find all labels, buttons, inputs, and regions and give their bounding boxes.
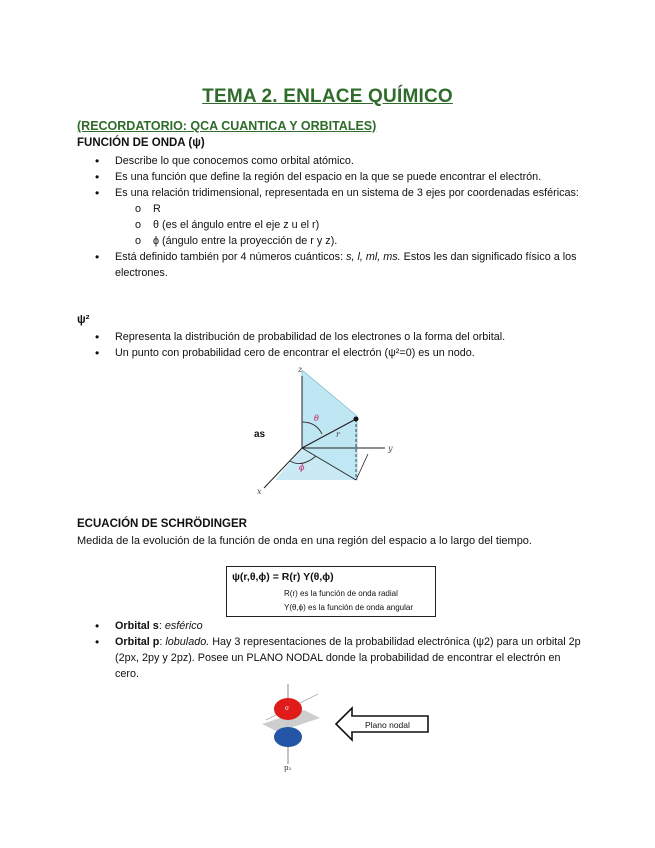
list-item: • Orbital p: lobulado. Hay 3 representaciones de la probabilidad electrónica (ψ2) para un orbital 2p (2px, 2py y 2pz). Posee un PLANO NODAL donde la probabilidad de encontrar el electrón en cero.: [95, 634, 585, 682]
side-label: as: [254, 429, 266, 440]
schrodinger-heading: ECUACIÓN DE SCHRÖDINGER: [77, 518, 247, 530]
orbital-p-text: Hay 3 representaciones de la probabilidad electrónica (ψ2) para un orbital 2p (2px, 2py y 2pz). Posee un PLANO NODAL donde la probabilidad de encontrar el electrón en cero.: [115, 636, 581, 680]
wave-function-list: [95, 153, 585, 281]
list-item: • Un punto con probabilidad cero de encontrar el electrón (ψ²=0) es un nodo.: [95, 345, 585, 361]
schrodinger-text: Medida de la evolución de la función de onda en una región del espacio a lo largo del tiempo.: [77, 535, 532, 547]
arrow-label: Plano nodal: [365, 720, 410, 730]
list-item: • Orbital s: esférico: [95, 618, 585, 634]
bottom-label: p₂: [284, 764, 292, 772]
coordinate-sublist: [115, 201, 585, 249]
section-subtitle: (RECORDATORIO: QCA CUANTICA Y ORBITALES): [77, 119, 377, 133]
psi-squared-heading: ψ²: [77, 314, 90, 326]
orbital-p-desc: lobulado.: [165, 636, 210, 648]
sublist-item: o ϕ (ángulo entre la proyección de r y z).: [135, 233, 585, 249]
bullet-text: Está definido también por 4 números cuánticos:: [115, 251, 347, 263]
list-item: • Es una función que define la región del espacio en la que se puede encontrar el electrón.: [95, 169, 585, 185]
list-item: • Representa la distribución de probabilidad de los electrones o la forma del orbital.: [95, 329, 585, 345]
orbital-list: [95, 618, 585, 682]
sublist-item: o R: [135, 201, 585, 217]
y-label: y: [388, 444, 393, 453]
r-label: r: [336, 430, 340, 439]
lobe-sign: σ: [285, 705, 290, 712]
orbital-p-label: Orbital p: [115, 636, 160, 648]
equation-box: [226, 566, 436, 617]
list-item: [95, 249, 585, 281]
sublist-item: o θ (es el ángulo entre el eje z u el r): [135, 217, 585, 233]
theta-label: θ: [314, 414, 319, 423]
list-item: [95, 185, 585, 249]
radial-function-note: R(r) es la función de onda radial: [284, 589, 398, 598]
psi-squared-list: [95, 329, 585, 361]
phi-label: ϕ: [299, 463, 305, 472]
orbital-s-label: Orbital s: [115, 620, 159, 632]
wave-equation: ψ(r,θ,ϕ) = R(r) Y(θ,ϕ): [232, 571, 334, 583]
orbital-s-desc: esférico: [164, 620, 203, 632]
x-label: x: [257, 487, 262, 496]
bullet-text-end: Estos les dan significado físico a los electrones.: [115, 251, 577, 279]
negative-lobe: [274, 727, 302, 747]
quantum-numbers: s, l, ml, ms.: [346, 251, 401, 263]
z-label: z: [298, 365, 303, 374]
page-title: TEMA 2. ENLACE QUÍMICO: [202, 86, 453, 107]
spherical-coordinates-figure: [250, 364, 400, 498]
wave-function-heading: FUNCIÓN DE ONDA (ψ): [77, 137, 205, 149]
projection-line: [356, 454, 368, 480]
list-item: • Describe lo que conocemos como orbital atómico.: [95, 153, 585, 169]
bullet-text: Es una relación tridimensional, representada en un sistema de 3 ejes por coordenadas esféricas:: [115, 187, 579, 199]
p-orbital-figure: [248, 680, 438, 772]
angular-function-note: Y(θ,ϕ) es la función de onda angular: [284, 603, 414, 612]
